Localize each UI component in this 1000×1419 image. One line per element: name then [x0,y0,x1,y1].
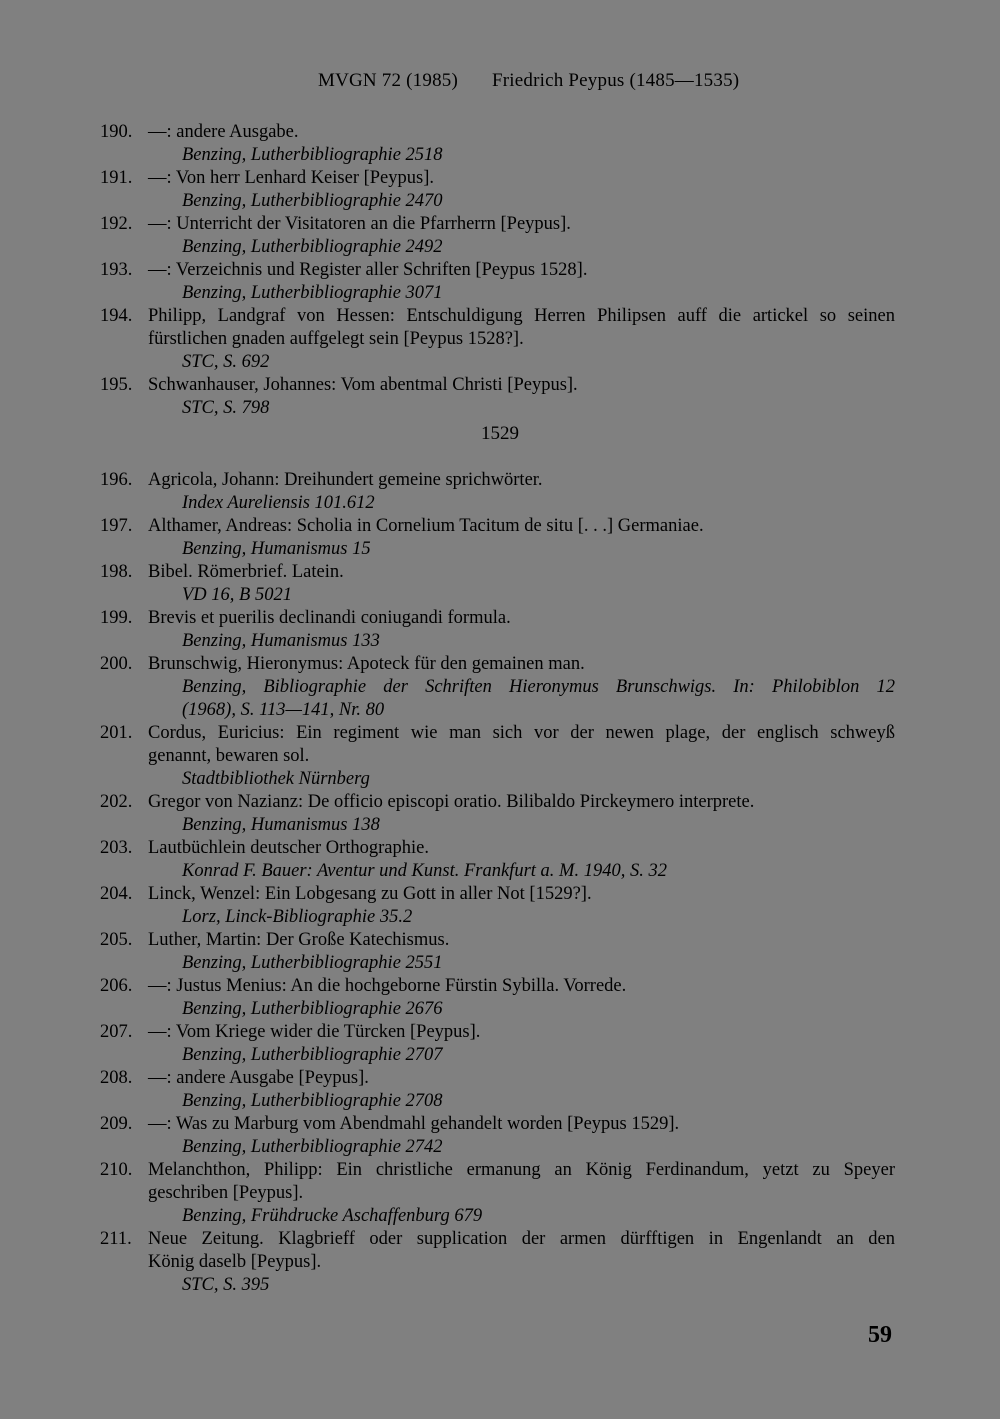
entry-text-line: —: Von herr Lenhard Keiser [Peypus]. [148,168,435,188]
bibliography-entry [100,259,895,305]
entry-number: 192. [100,214,133,234]
entry-reference: Benzing, Humanismus 133 [182,631,380,651]
entry-reference: Benzing, Lutherbibliographie 2707 [182,1045,443,1065]
entry-text-line: Brevis et puerilis declinandi coniugandi formula. [148,608,511,628]
entry-reference: STC, S. 692 [182,352,270,372]
entry-text-line: Linck, Wenzel: Ein Lobgesang zu Gott in aller Not [1529?]. [148,884,592,904]
entry-reference: Index Aureliensis 101.612 [182,493,375,513]
entry-reference: Benzing, Lutherbibliographie 2470 [182,191,443,211]
bibliography-entry [100,975,895,1021]
entry-number: 211. [100,1229,132,1249]
entry-number: 207. [100,1022,133,1042]
entry-number: 208. [100,1068,133,1088]
entry-number: 203. [100,838,133,858]
entry-text-line: Agricola, Johann: Dreihundert gemeine sprichwörter. [148,470,543,490]
entry-text-line: —: Vom Kriege wider die Türcken [Peypus]. [148,1022,481,1042]
bibliography-entry [100,167,895,213]
bibliography-entry [100,121,895,167]
entry-reference: STC, S. 395 [182,1275,270,1295]
entry-number: 195. [100,375,133,395]
entry-text-line: —: Was zu Marburg vom Abendmahl gehandelt worden [Peypus 1529]. [148,1114,680,1134]
entry-text-line: geschriben [Peypus]. [148,1183,304,1203]
bibliography-entry [100,561,895,607]
entry-text-line: —: Justus Menius: An die hochgeborne Fürstin Sybilla. Vorrede. [148,976,627,996]
bibliography-entry [100,213,895,259]
bibliography-entry [100,1021,895,1067]
entry-text-line: König daselb [Peypus]. [148,1252,322,1272]
entry-text-line: —: andere Ausgabe [Peypus]. [148,1068,369,1088]
entry-number: 201. [100,723,133,743]
bibliography-entry [100,837,895,883]
entry-reference: VD 16, B 5021 [182,585,292,605]
entry-reference: Benzing, Humanismus 138 [182,815,380,835]
entry-reference: Benzing, Lutherbibliographie 2551 [182,953,443,973]
entry-number: 191. [100,168,133,188]
bibliography-entry [100,469,895,515]
entry-reference: Benzing, Lutherbibliographie 2492 [182,237,443,257]
entry-text-line: Gregor von Nazianz: De officio episcopi oratio. Bilibaldo Pirckeymero interprete. [148,792,755,812]
entry-number: 196. [100,470,133,490]
entry-reference: Benzing, Bibliographie der Schriften Hieronymus Brunschwigs. In: Philobiblon 12 [182,677,895,697]
entry-reference: Benzing, Lutherbibliographie 3071 [182,283,443,303]
entry-text-line: fürstlichen gnaden auffgelegt sein [Peypus 1528?]. [148,329,524,349]
bibliography-entry [100,1159,895,1228]
entry-text-line: Luther, Martin: Der Große Katechismus. [148,930,450,950]
entry-reference: (1968), S. 113—141, Nr. 80 [182,700,385,720]
bibliography-entry [100,515,895,561]
entry-reference: STC, S. 798 [182,398,270,418]
bibliography-entry [100,653,895,722]
entry-reference: Benzing, Lutherbibliographie 2676 [182,999,443,1019]
entry-text-line: Melanchthon, Philipp: Ein christliche ermanung an König Ferdinandum, yetzt zu Speyer [148,1160,895,1180]
bibliography-entry [100,1228,895,1297]
running-head-journal: MVGN 72 (1985) [318,70,459,91]
entry-text-line: Cordus, Euricius: Ein regiment wie man sich vor der newen plage, der englisch schweyß [148,723,895,743]
entry-number: 190. [100,122,133,142]
running-head [318,70,739,92]
bibliography-entry [100,883,895,929]
entry-text-line: Neue Zeitung. Klagbrieff oder supplication der armen dürfftigen in Engenlandt an den [148,1229,895,1249]
entry-number: 209. [100,1114,133,1134]
entry-reference: Konrad F. Bauer: Aventur und Kunst. Frankfurt a. M. 1940, S. 32 [182,861,667,881]
entry-number: 199. [100,608,133,628]
entry-number: 200. [100,654,133,674]
entry-reference: Stadtbibliothek Nürnberg [182,769,370,789]
year-heading: 1529 [481,423,519,444]
entry-number: 210. [100,1160,133,1180]
entry-number: 206. [100,976,133,996]
entry-reference: Benzing, Lutherbibliographie 2742 [182,1137,443,1157]
entry-number: 194. [100,306,133,326]
entry-number: 193. [100,260,133,280]
entry-reference: Benzing, Humanismus 15 [182,539,371,559]
entry-text-line: Brunschwig, Hieronymus: Apoteck für den gemainen man. [148,654,585,674]
entry-reference: Benzing, Frühdrucke Aschaffenburg 679 [182,1206,483,1226]
bibliography-entry [100,929,895,975]
bibliography-entry [100,607,895,653]
bibliography-entry [100,374,895,420]
entries-list-1529 [100,469,895,1297]
bibliography-entry [100,791,895,837]
entry-text-line: —: Verzeichnis und Register aller Schriften [Peypus 1528]. [148,260,588,280]
entry-text-line: Lautbüchlein deutscher Orthographie. [148,838,429,858]
bibliography-entry [100,1067,895,1113]
running-head-title: Friedrich Peypus (1485—1535) [492,70,740,91]
entry-text-line: genannt, bewaren sol. [148,746,310,766]
entry-text-line: Philipp, Landgraf von Hessen: Entschuldigung Herren Philipsen auff die artickel so seinen [148,306,895,326]
bibliography-entry [100,1113,895,1159]
entry-reference: Benzing, Lutherbibliographie 2518 [182,145,443,165]
entry-number: 205. [100,930,133,950]
bibliography-entry [100,722,895,791]
entry-number: 198. [100,562,133,582]
entry-text-line: —: andere Ausgabe. [148,122,299,142]
entry-text-line: Althamer, Andreas: Scholia in Cornelium Tacitum de situ [. . .] Germaniae. [148,516,704,536]
entry-number: 197. [100,516,133,536]
entry-text-line: Bibel. Römerbrief. Latein. [148,562,344,582]
entry-number: 202. [100,792,133,812]
entries-list-1528 [100,121,895,420]
entry-reference: Lorz, Linck-Bibliographie 35.2 [182,907,413,927]
page-number: 59 [868,1322,892,1348]
entry-reference: Benzing, Lutherbibliographie 2708 [182,1091,443,1111]
entry-text-line: —: Unterricht der Visitatoren an die Pfarrherrn [Peypus]. [148,214,571,234]
entry-text-line: Schwanhauser, Johannes: Vom abentmal Christi [Peypus]. [148,375,578,395]
entry-number: 204. [100,884,133,904]
bibliography-entry [100,305,895,374]
